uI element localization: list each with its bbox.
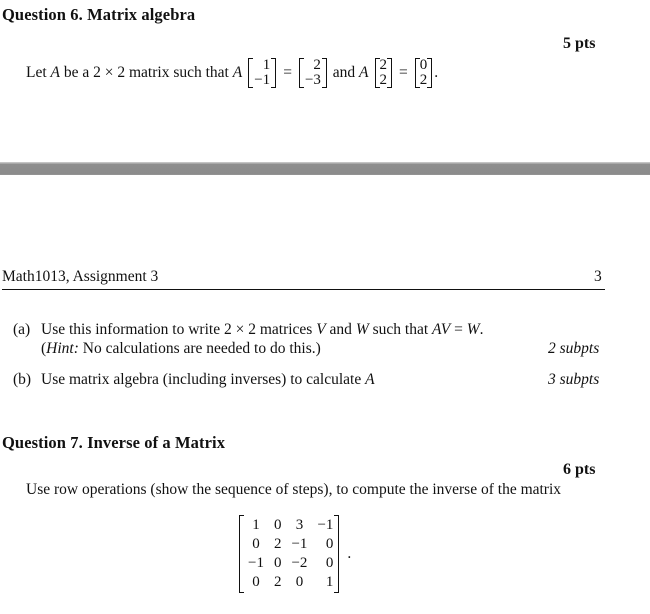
question-6-statement [26, 52, 438, 94]
vector-4 [415, 58, 433, 88]
part-b-subpts: 3 subpts [548, 371, 600, 388]
vector-entry: −3 [304, 72, 321, 88]
part-a-hint [41, 340, 321, 358]
question-7-matrix-block [237, 515, 351, 593]
part-a-text-segment: and [325, 321, 356, 338]
equals-sign: = [450, 321, 467, 338]
vector-3 [375, 58, 393, 88]
statement-text: be a 2 × 2 matrix such that [60, 64, 233, 81]
hint-label: Hint: [46, 340, 79, 357]
statement-text: and [328, 64, 360, 81]
part-a-subpts: 2 subpts [548, 340, 600, 357]
part-b-label: (b) [13, 371, 32, 388]
var-w: W [355, 321, 369, 338]
vector-entry: 2 [379, 57, 388, 73]
matrix-entry: 0 [325, 536, 334, 552]
hint-paren: ( [41, 340, 47, 357]
vector-entry: 0 [419, 57, 428, 73]
period: . [479, 321, 484, 338]
statement-text: Let [26, 64, 47, 81]
hint-text: No calculations are needed to do this.) [78, 340, 321, 357]
matrix-entry: 0 [252, 574, 260, 590]
question-7-statement: Use row operations (show the sequence of steps), to compute the inverse of the matrix [26, 481, 562, 498]
question-6-title: Question 6. Matrix algebra [2, 5, 196, 24]
question-7-title: Question 7. Inverse of a Matrix [2, 433, 226, 452]
period: . [434, 64, 439, 81]
part-b-text-segment: Use matrix algebra (including inverses) to calculate [41, 371, 366, 388]
var-a: A [365, 371, 375, 388]
vector-entry: 2 [313, 57, 321, 73]
part-a-text-segment: such that [368, 321, 433, 338]
matrix-entry: 2 [273, 574, 282, 590]
question-7-points: 6 pts [563, 461, 596, 478]
page-header-course: Math1013, Assignment 3 [2, 268, 159, 285]
var-v: V [316, 321, 326, 338]
matrix-4x4 [239, 515, 339, 593]
part-a-text [41, 321, 483, 339]
question-6-points: 5 pts [563, 35, 596, 52]
matrix-entry: 0 [252, 536, 260, 552]
part-a-text-segment: Use this information to write 2 × 2 matrices [41, 321, 317, 338]
period: . [347, 545, 352, 562]
vector-entry: 1 [262, 57, 271, 73]
vector-2 [299, 58, 327, 88]
vector-1 [248, 58, 276, 88]
equation-lhs: AV [432, 321, 451, 338]
equation-rhs: W [466, 321, 480, 338]
matrix-entry: −1 [291, 536, 308, 552]
vector-entry: −1 [254, 72, 271, 88]
matrix-entry: −1 [317, 517, 334, 533]
var-a: A [50, 64, 60, 81]
matrix-entry: 0 [325, 555, 334, 571]
matrix-entry: 0 [273, 555, 282, 571]
matrix-entry: −2 [291, 555, 308, 571]
page-divider [0, 162, 650, 175]
vector-entry: 2 [379, 72, 388, 88]
matrix-entry: 3 [295, 517, 304, 533]
part-a-label: (a) [13, 321, 31, 338]
equals-sign: = [399, 64, 408, 81]
var-a: A [232, 64, 243, 81]
matrix-entry: 2 [273, 536, 282, 552]
var-a: A [359, 64, 369, 81]
vector-entry: 2 [419, 72, 428, 88]
header-rule [2, 289, 605, 290]
matrix-entry: 1 [325, 574, 334, 590]
part-b-text [41, 371, 375, 389]
equals-sign: = [283, 64, 292, 81]
matrix-entry: −1 [248, 555, 264, 571]
matrix-entry: 1 [252, 517, 260, 533]
page-number: 3 [594, 268, 602, 285]
matrix-entry: 0 [295, 574, 304, 590]
matrix-entry: 0 [273, 517, 282, 533]
